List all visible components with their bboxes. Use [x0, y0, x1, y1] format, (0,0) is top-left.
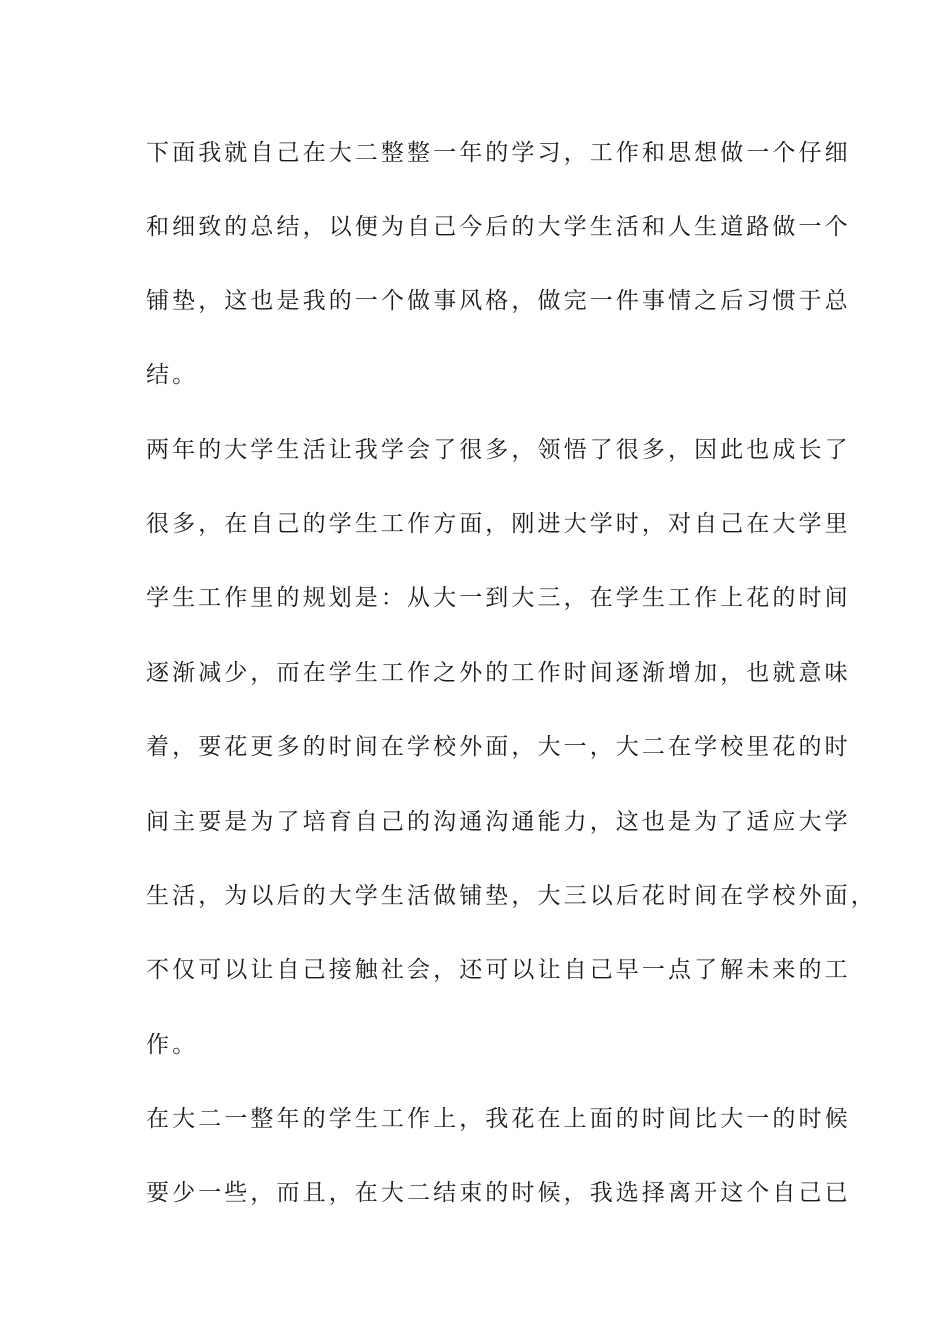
text-line: 下面我就自己在大二整整一年的学习，工作和思想做一个仔细	[146, 140, 851, 166]
text-line: 很多，在自己的学生工作方面，刚进大学时，对自己在大学里	[146, 511, 851, 537]
text-line: 生活，为以后的大学生活做铺垫，大三以后花时间在学校外面，	[146, 883, 877, 909]
text-line: 铺垫，这也是我的一个做事风格，做完一件事情之后习惯于总	[146, 288, 851, 314]
text-line: 要少一些，而且，在大二结束的时候，我选择离开这个自己已	[146, 1180, 851, 1206]
text-line: 逐渐减少，而在学生工作之外的工作时间逐渐增加，也就意味	[146, 660, 851, 686]
text-line: 结。	[146, 362, 199, 388]
text-line: 在大二一整年的学生工作上，我花在上面的时间比大一的时候	[146, 1106, 851, 1132]
text-line: 学生工作里的规划是：从大一到大三，在学生工作上花的时间	[146, 585, 851, 611]
text-line: 作。	[146, 1032, 199, 1058]
text-line: 和细致的总结，以便为自己今后的大学生活和人生道路做一个	[146, 214, 851, 240]
text-line: 两年的大学生活让我学会了很多，领悟了很多，因此也成长了	[146, 437, 851, 463]
text-line: 间主要是为了培育自己的沟通沟通能力，这也是为了适应大学	[146, 809, 851, 835]
text-line: 着，要花更多的时间在学校外面，大一，大二在学校里花的时	[146, 734, 851, 760]
text-line: 不仅可以让自己接触社会，还可以让自己早一点了解未来的工	[146, 957, 851, 983]
